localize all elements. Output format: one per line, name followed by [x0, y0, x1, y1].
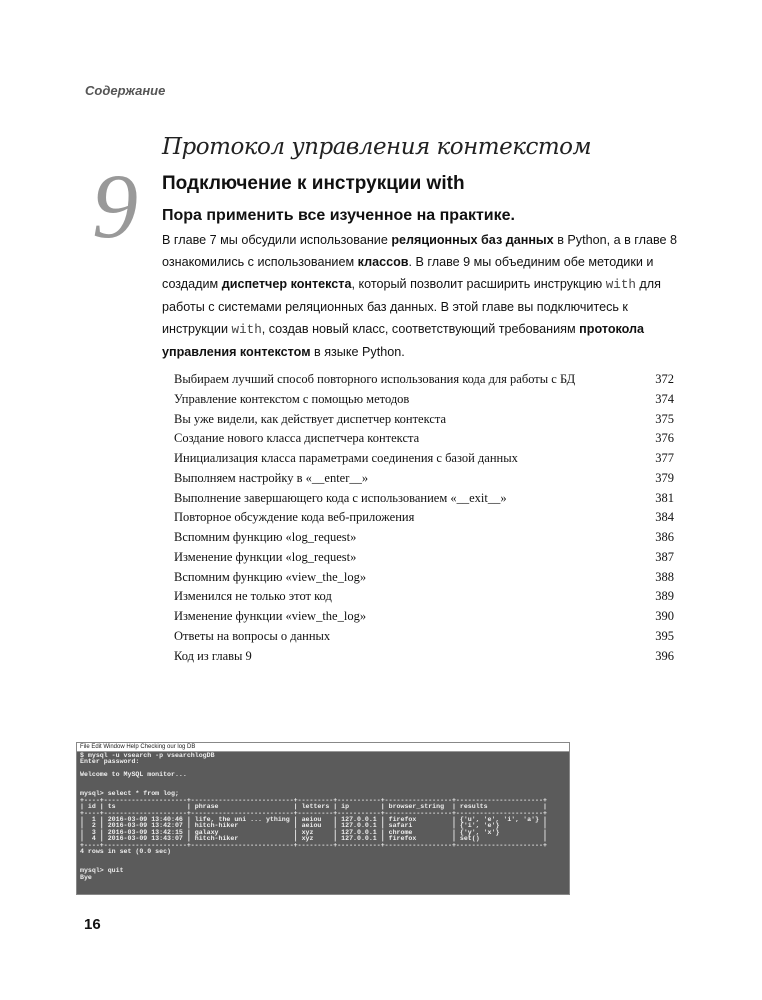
toc-entry-page: 374 — [655, 391, 674, 406]
toc-entry-title: Инициализация класса параметрами соединения с базой данных — [174, 451, 518, 465]
toc-entry — [174, 568, 674, 588]
toc-entry-title: Код из главы 9 — [174, 648, 252, 663]
toc-entry — [174, 508, 674, 528]
intro-bold-text: реляционных баз данных — [391, 233, 554, 247]
toc-entry-title: Изменение функции «log_request» — [174, 549, 357, 564]
toc-entry-page: 389 — [655, 589, 674, 604]
toc-entry-title: Выполняем настройку в «__enter__» — [174, 470, 369, 485]
toc-entry — [174, 548, 674, 568]
toc-entry — [174, 429, 674, 449]
toc-entry-title: Выбираем лучший способ повторного использования кода для работы с БД — [174, 372, 576, 386]
toc-entry-page: 372 — [655, 372, 674, 386]
intro-text: , который позволит расширить инструкцию — [351, 277, 606, 291]
toc-entry-title: Изменился не только этот код — [174, 589, 332, 604]
page-number: 16 — [84, 916, 101, 933]
toc-entry-title: Вы уже видели, как действует диспетчер контекста — [174, 411, 447, 426]
toc-entry-page: 375 — [655, 411, 674, 426]
toc-entry-title: Создание нового класса диспетчера контекста — [174, 431, 420, 446]
intro-text: в языке Python. — [310, 345, 405, 359]
intro-bold-text: протокола управления контекстом — [162, 322, 645, 359]
intro-text: В главе 7 мы обсудили использование — [162, 233, 392, 247]
terminal-menu-bar: File Edit Window Help Checking our log DB — [77, 743, 569, 752]
intro-bold-text: классов — [357, 255, 409, 269]
toc-entry-page: 390 — [655, 609, 674, 623]
toc-entry — [174, 449, 674, 469]
toc-entry — [174, 627, 674, 647]
intro-text: для работы с системами реляционных баз данных. В этой главе вы подключитесь к инструкции — [162, 277, 661, 336]
intro-bold-text: диспетчер контекста — [221, 277, 352, 291]
chapter-script-title: Протокол управления контекстом — [162, 134, 592, 160]
chapter-intro — [162, 229, 682, 363]
section-header: Содержание — [85, 83, 166, 98]
table-of-contents — [174, 370, 674, 666]
toc-entry-title: Вспомним функцию «log_request» — [174, 530, 357, 544]
toc-entry-title: Выполнение завершающего кода с использованием «__exit__» — [174, 490, 507, 505]
toc-entry-title: Повторное обсуждение кода веб-приложения — [174, 510, 415, 525]
chapter-subtitle: Пора применить все изученное на практике. — [162, 207, 515, 224]
terminal-screenshot — [76, 742, 570, 895]
toc-entry — [174, 410, 674, 430]
toc-entry — [174, 528, 674, 548]
terminal-output: $ mysql -u vsearch -p vsearchlogDB Enter password: Welcome to MySQL monitor... mysql> select * from log; +----+---------------------+--------------------------+---------+-----------+-----------------+----------------------+ | id | ts | phrase | letters | ip | browser_string | results | +----+---------------------+--------------------------+---------+-----------+-----------------+----------------------+ | 1 | 2016-03-09 13:40:46 | life, the uni ... ything | aeiou | 127.0.0.1 | firefox | {'u', 'e', 'i', 'a'} | | 2 | 2016-03-09 13:42:07 | hitch-hiker | aeiou | 127.0.0.1 | safari | {'i', 'e'} | | 3 | 2016-03-09 13:42:15 | galaxy | xyz | 127.0.0.1 | chrome | {'y', 'x'} | | 4 | 2016-03-09 13:43:07 | hitch-hiker | xyz | 127.0.0.1 | firefox | set() | +----+---------------------+--------------------------+---------+-----------+-----------------+----------------------+ 4 rows in set (0.0 sec) mysql> quit Bye — [80, 752, 547, 881]
toc-entry-page: 395 — [655, 628, 674, 643]
toc-entry-title: Изменение функции «view_the_log» — [174, 609, 367, 623]
toc-entry-page: 381 — [655, 490, 674, 505]
toc-entry-page: 376 — [655, 431, 674, 446]
toc-entry — [174, 469, 674, 489]
intro-text: в Python, а в главе 8 ознакомились с использованием — [162, 233, 678, 269]
intro-text: , создав новый класс, соответствующий требованиям — [261, 322, 580, 336]
toc-entry — [174, 390, 674, 410]
toc-entry — [174, 489, 674, 509]
toc-entry-page: 396 — [655, 648, 674, 663]
toc-entry — [174, 607, 674, 627]
toc-entry-page: 388 — [655, 569, 674, 584]
toc-entry-page: 384 — [655, 510, 674, 525]
chapter-number: 9 — [92, 155, 138, 257]
chapter-title: Подключение к инструкции with — [162, 173, 465, 194]
toc-entry-page: 379 — [655, 470, 674, 485]
toc-entry — [174, 587, 674, 607]
intro-code-text: with — [605, 278, 636, 292]
intro-code-text: with — [231, 323, 262, 337]
toc-entry-title: Вспомним функцию «view_the_log» — [174, 569, 367, 584]
toc-entry-title: Ответы на вопросы о данных — [174, 628, 331, 643]
toc-entry-page: 377 — [655, 451, 674, 465]
intro-text: . В главе 9 мы объединим обе методики и создадим — [162, 255, 654, 291]
toc-entry-page: 387 — [655, 549, 674, 564]
toc-entry-page: 386 — [655, 530, 674, 544]
toc-entry — [174, 647, 674, 667]
toc-entry-title: Управление контекстом с помощью методов — [174, 391, 410, 406]
toc-entry — [174, 370, 674, 390]
